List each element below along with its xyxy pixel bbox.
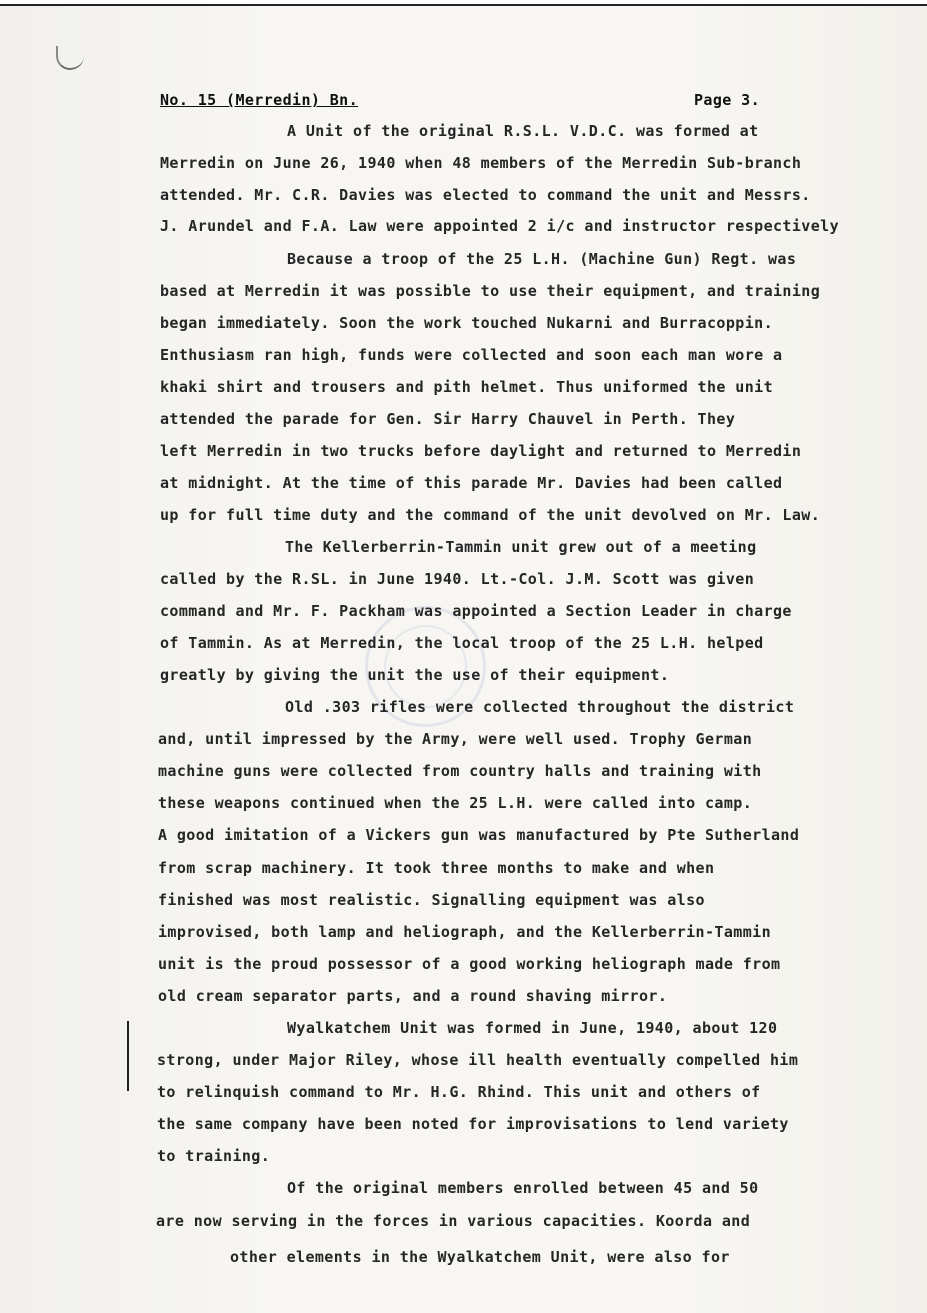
text-line: these weapons continued when the 25 L.H. were called into camp. bbox=[158, 794, 753, 812]
text-line: based at Merredin it was possible to use their equipment, and training bbox=[160, 282, 821, 300]
text-line: attended. Mr. C.R. Davies was elected to command the unit and Messrs. bbox=[160, 186, 811, 204]
text-line: left Merredin in two trucks before daylight and returned to Merredin bbox=[160, 442, 802, 460]
header-page-number: Page 3. bbox=[694, 91, 761, 109]
text-line: other elements in the Wyalkatchem Unit, were also for bbox=[230, 1248, 730, 1266]
text-line: old cream separator parts, and a round shaving mirror. bbox=[158, 987, 668, 1005]
text-line: and, until impressed by the Army, were well used. Trophy German bbox=[158, 730, 753, 748]
punch-hole-mark bbox=[56, 46, 84, 70]
text-line: of Tammin. As at Merredin, the local troop of the 25 L.H. helped bbox=[160, 634, 764, 652]
text-line: to relinquish command to Mr. H.G. Rhind. This unit and others of bbox=[157, 1083, 761, 1101]
text-line: The Kellerberrin-Tammin unit grew out of a meeting bbox=[285, 538, 757, 556]
text-line: to training. bbox=[157, 1147, 271, 1165]
text-line: unit is the proud possessor of a good working heliograph made from bbox=[158, 955, 781, 973]
text-line: Wyalkatchem Unit was formed in June, 1940, about 120 bbox=[287, 1019, 778, 1037]
text-line: the same company have been noted for improvisations to lend variety bbox=[157, 1115, 789, 1133]
text-line: finished was most realistic. Signalling equipment was also bbox=[158, 891, 705, 909]
text-line: A good imitation of a Vickers gun was manufactured by Pte Sutherland bbox=[158, 826, 800, 844]
text-line: Merredin on June 26, 1940 when 48 members of the Merredin Sub-branch bbox=[160, 154, 802, 172]
text-line: khaki shirt and trousers and pith helmet. Thus uniformed the unit bbox=[160, 378, 773, 396]
text-line: attended the parade for Gen. Sir Harry Chauvel in Perth. They bbox=[160, 410, 736, 428]
text-line: machine guns were collected from country halls and training with bbox=[158, 762, 762, 780]
text-line: J. Arundel and F.A. Law were appointed 2 i/c and instructor respectively bbox=[160, 217, 840, 235]
text-line: up for full time duty and the command of the unit devolved on Mr. Law. bbox=[160, 506, 821, 524]
margin-pen-mark bbox=[127, 1021, 129, 1091]
text-line: called by the R.SL. in June 1940. Lt.-Col. J.M. Scott was given bbox=[160, 570, 755, 588]
text-line: Because a troop of the 25 L.H. (Machine Gun) Regt. was bbox=[287, 250, 797, 268]
text-line: began immediately. Soon the work touched Nukarni and Burracoppin. bbox=[160, 314, 773, 332]
text-line: Old .303 rifles were collected throughout the district bbox=[285, 698, 795, 716]
document-page bbox=[0, 6, 927, 1313]
text-line: greatly by giving the unit the use of their equipment. bbox=[160, 666, 670, 684]
header-unit-title: No. 15 (Merredin) Bn. bbox=[160, 91, 359, 109]
text-line: at midnight. At the time of this parade Mr. Davies had been called bbox=[160, 474, 783, 492]
text-line: are now serving in the forces in various capacities. Koorda and bbox=[156, 1212, 751, 1230]
text-line: from scrap machinery. It took three months to make and when bbox=[158, 859, 715, 877]
text-line: improvised, both lamp and heliograph, and the Kellerberrin-Tammin bbox=[158, 923, 771, 941]
text-line: A Unit of the original R.S.L. V.D.C. was formed at bbox=[287, 122, 759, 140]
text-line: Of the original members enrolled between 45 and 50 bbox=[287, 1179, 759, 1197]
text-line: command and Mr. F. Packham was appointed a Section Leader in charge bbox=[160, 602, 792, 620]
text-line: strong, under Major Riley, whose ill health eventually compelled him bbox=[157, 1051, 799, 1069]
text-line: Enthusiasm ran high, funds were collected and soon each man wore a bbox=[160, 346, 783, 364]
